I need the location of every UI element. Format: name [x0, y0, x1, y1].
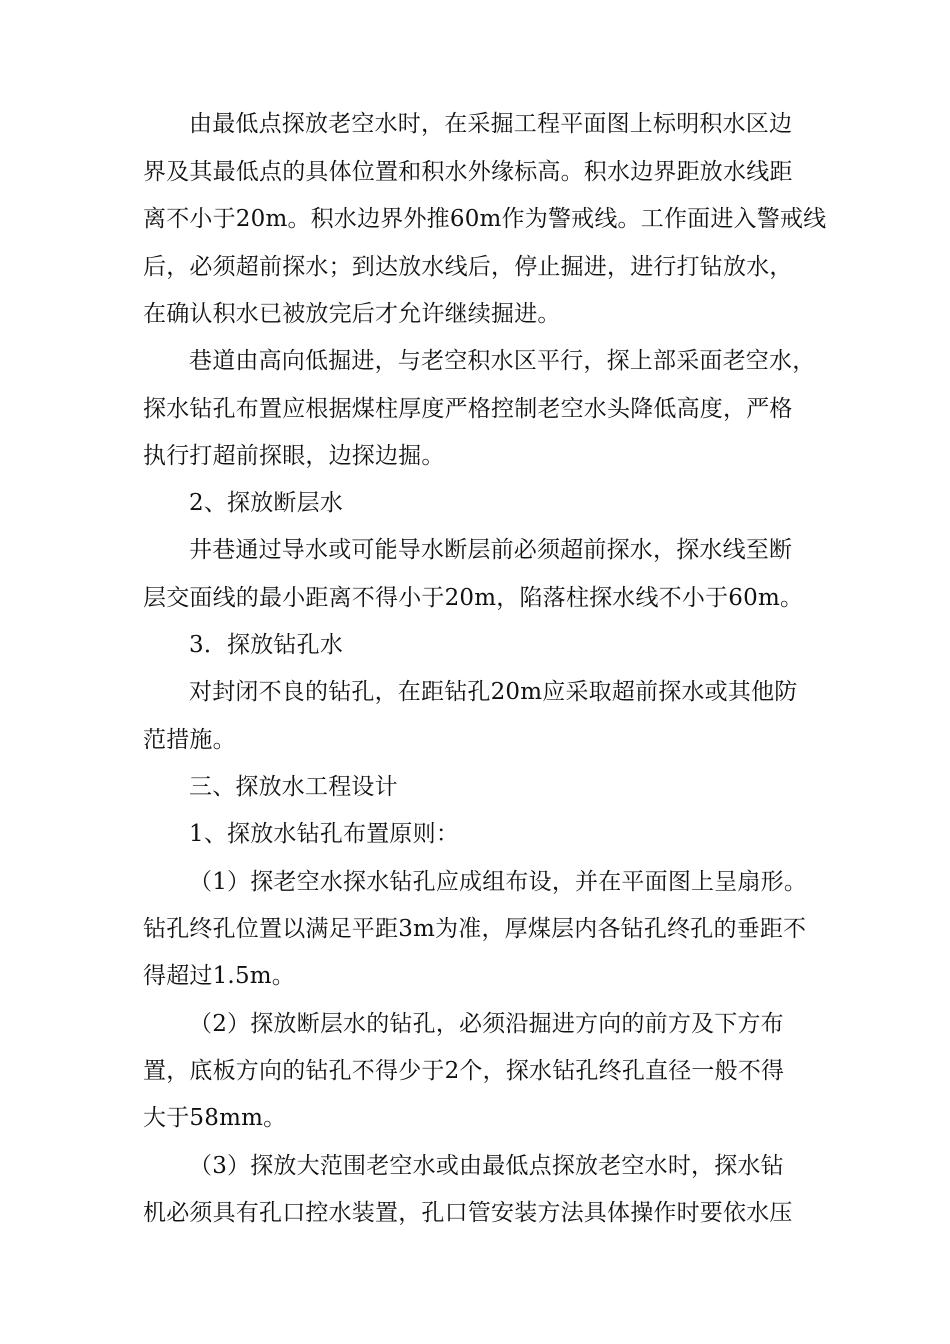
- paragraph-line: 由最低点探放老空水时，在采掘工程平面图上标明积水区边: [189, 111, 793, 137]
- paragraph-line: 机必须具有孔口控水装置，孔口管安装方法具体操作时要依水压: [143, 1200, 793, 1226]
- paragraph-line: 对封闭不良的钻孔，在距钻孔20m应采取超前探水或其他防: [189, 679, 798, 705]
- paragraph-line: （2）探放断层水的钻孔，必须沿掘进方向的前方及下方布: [189, 1011, 784, 1037]
- paragraph-line: 界及其最低点的具体位置和积水外缘标高。积水边界距放水线距: [143, 159, 793, 185]
- paragraph-line: 井巷通过导水或可能导水断层前必须超前探水，探水线至断: [189, 537, 793, 563]
- paragraph-line: 在确认积水已被放完后才允许继续掘进。: [143, 301, 561, 327]
- paragraph-line: 执行打超前探眼，边探边掘。: [143, 443, 445, 469]
- paragraph-line: （1）探老空水探水钻孔应成组布设，并在平面图上呈扇形。: [189, 869, 808, 895]
- paragraph-line: 离不小于20m。积水边界外推60m作为警戒线。工作面进入警戒线: [143, 206, 827, 232]
- section-heading: 1、探放水钻孔布置原则：: [189, 821, 460, 847]
- paragraph-line: 范措施。: [143, 727, 236, 753]
- paragraph-line: 大于58mm。: [143, 1105, 287, 1131]
- paragraph-line: 后，必须超前探水；到达放水线后，停止掘进，进行打钻放水，: [143, 254, 793, 280]
- paragraph-line: 探水钻孔布置应根据煤柱厚度严格控制老空水头降低高度，严格: [143, 396, 793, 422]
- paragraph-line: 钻孔终孔位置以满足平距3m为准，厚煤层内各钻孔终孔的垂距不: [143, 916, 807, 942]
- section-heading: 三、探放水工程设计: [189, 774, 398, 800]
- paragraph-line: 得超过1.5m。: [143, 963, 295, 989]
- paragraph-line: （3）探放大范围老空水或由最低点探放老空水时，探水钻: [189, 1153, 784, 1179]
- section-heading: 3．探放钻孔水: [189, 632, 344, 658]
- paragraph-line: 层交面线的最小距离不得小于20m，陷落柱探水线不小于60m。: [143, 585, 804, 611]
- paragraph-line: 置，底板方向的钻孔不得少于2个，探水钻孔终孔直径一般不得: [143, 1058, 785, 1084]
- paragraph-line: 巷道由高向低掘进，与老空积水区平行，探上部采面老空水，: [189, 348, 816, 374]
- section-heading: 2、探放断层水: [189, 490, 344, 516]
